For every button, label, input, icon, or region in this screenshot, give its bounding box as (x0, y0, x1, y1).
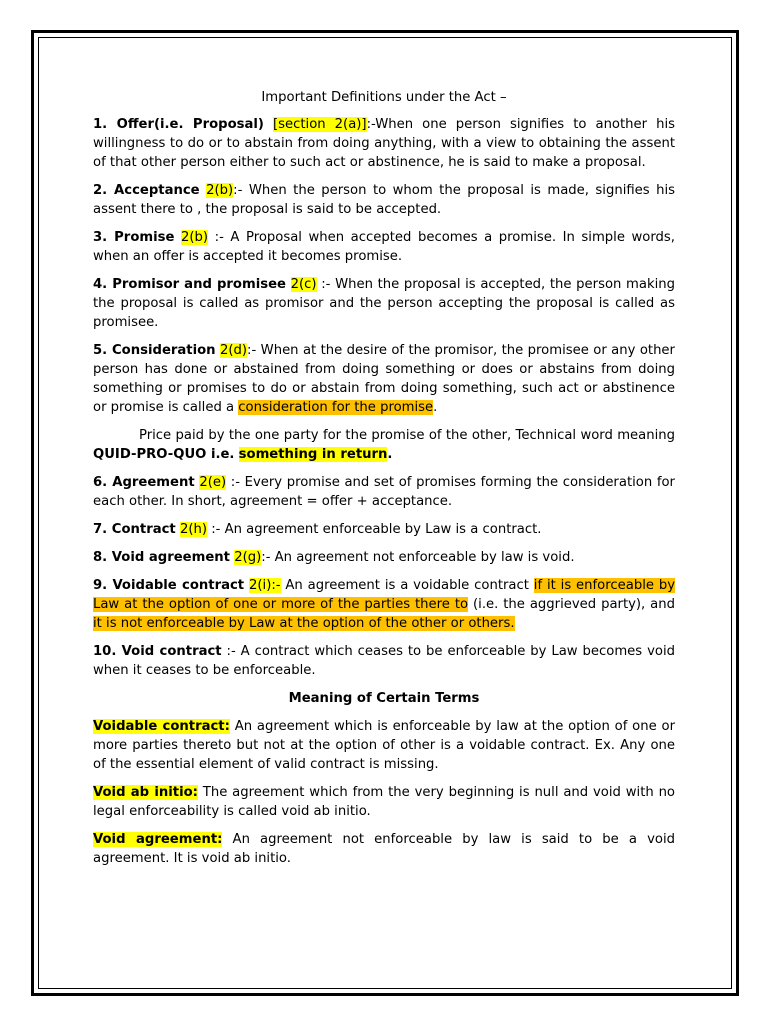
definition-contract (93, 520, 675, 539)
term: Void ab initio: (93, 785, 198, 800)
definition-text: :-When one person signifies to another his willingness to do or to abstain from doing anything, with a view to obtaining the assent of that other person either to such act or abstinence, he is said to make a proposal. (93, 117, 675, 170)
term: 3. Promise (93, 230, 175, 245)
definition-agreement (93, 473, 675, 511)
term: 10. Void contract (93, 644, 222, 659)
definition-offer (93, 115, 675, 172)
section-ref: 2(i):- (249, 578, 281, 593)
definition-promise (93, 228, 675, 266)
term: 4. Promisor and promisee (93, 277, 286, 292)
term: 2. Acceptance (93, 183, 200, 198)
section-ref: 2(c) (290, 277, 317, 292)
definition-voidable-contract (93, 576, 675, 633)
definition-text: :- When at the desire of the promisor, the promisee or any other person has done or abstained from doing something or does or abstains from doing something or promises to do or abstain from doing something, such act or abstinence or promise is called a (93, 343, 675, 415)
term: 6. Agreement (93, 475, 195, 490)
definition-text: :- An agreement not enforceable by law is void. (261, 550, 575, 565)
definition-text: :- An agreement enforceable by Law is a contract. (211, 522, 542, 537)
section-heading: Meaning of Certain Terms (288, 691, 480, 706)
term-voidable-contract (93, 717, 675, 774)
term-text: An agreement not enforceable by law is said to be a void agreement. It is void ab initio. (93, 832, 675, 866)
definition-void-contract (93, 642, 675, 680)
term: 9. Voidable contract (93, 578, 245, 593)
section-ref: 2(e) (199, 475, 227, 490)
section-ref: 2(b) (206, 183, 234, 198)
highlighted-text: if it is enforceable by Law at the option of one or more of the parties there to (93, 578, 676, 612)
definition-void-agreement (93, 548, 675, 567)
document-title: Important Definitions under the Act – (261, 90, 507, 105)
definition-consideration (93, 341, 675, 417)
sentence-end: . (387, 447, 393, 462)
definition-text: :- A Proposal when accepted becomes a promise. In simple words, when an offer is accepted it becomes promise. (93, 230, 675, 264)
sentence-end: . (433, 400, 438, 415)
term: 5. Consideration (93, 343, 216, 358)
price-paid-paragraph (93, 426, 675, 464)
section-ref: 2(b) (181, 230, 209, 245)
term-text: The agreement which from the very beginning is null and void with no legal enforceability is called void ab initio. (93, 785, 675, 819)
definition-text: An agreement is a voidable contract (280, 578, 534, 593)
highlighted-text: consideration for the promise (238, 400, 434, 415)
section-ref: 2(g) (234, 550, 262, 565)
definition-acceptance (93, 181, 675, 219)
definition-text: :- When the proposal is accepted, the person making the proposal is called as promisor and the person accepting the proposal is called as promisee. (93, 277, 675, 330)
definition-text: :- A contract which ceases to be enforceable by Law becomes void when it ceases to be enforceable. (93, 644, 675, 678)
term: Void agreement: (93, 832, 223, 847)
term-void-ab-initio (93, 783, 675, 821)
document-body (93, 88, 675, 877)
term: 8. Void agreement (93, 550, 230, 565)
term: Voidable contract: (93, 719, 230, 734)
term-void-agreement (93, 830, 675, 868)
section-ref: 2(h) (179, 522, 207, 537)
highlighted-text: something in return (238, 447, 388, 462)
paragraph-text: Price paid by the one party for the promise of the other, Technical word meaning (139, 428, 675, 443)
section-ref: 2(d) (219, 343, 248, 358)
definition-text: :- When the person to whom the proposal is made, signifies his assent there to , the proposal is said to be accepted. (93, 183, 676, 217)
definition-text: (i.e. the aggrieved party), and (468, 597, 675, 612)
definition-promisor-promisee (93, 275, 675, 332)
term: 1. Offer(i.e. Proposal) (93, 117, 264, 132)
definition-text: :- Every promise and set of promises forming the consideration for each other. In short, agreement = offer + acceptance. (93, 475, 675, 509)
term-text: An agreement which is enforceable by law at the option of one or more parties thereto but not at the option of other is a voidable contract. Ex. Any one of the essential element of valid contract is missing. (93, 719, 675, 772)
bold-term: QUID-PRO-QUO i.e. (93, 447, 235, 462)
term: 7. Contract (93, 522, 176, 537)
highlighted-text: it is not enforceable by Law at the option of the other or others. (93, 616, 515, 631)
section-ref: [section 2(a)] (272, 117, 367, 132)
